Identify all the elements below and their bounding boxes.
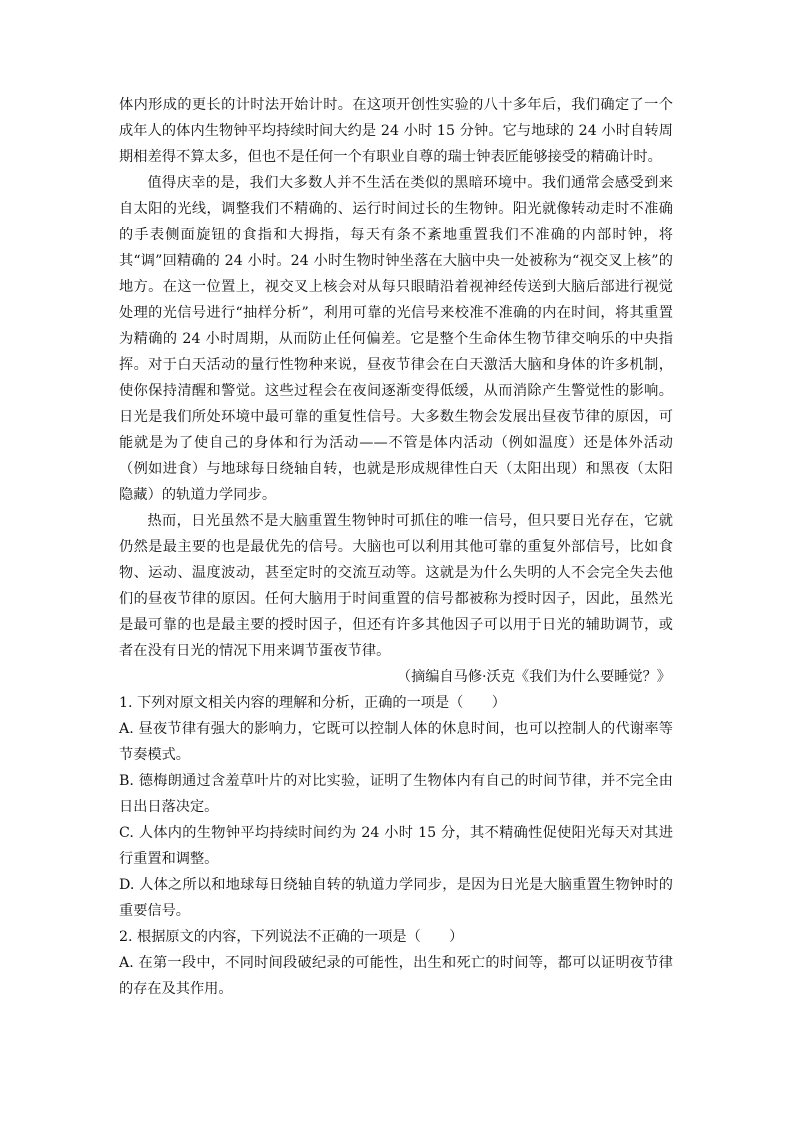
question-2-stem: 2. 根据原文的内容，下列说法不正确的一项是（ ）	[119, 929, 464, 945]
question-1	[119, 690, 673, 924]
article-source: （摘编自马修·沃克《我们为什么要睡觉？》	[396, 669, 671, 685]
article-paragraph-1: 体内形成的更长的计时法开始计时。在这项开创性实验的八十多年后，我们确定了一个成年人的体内生物钟平均持续时间大约是 24 小时 15 分钟。它与地球的 24 小时自转周期相差得不算太多，但也不是任何一个有职业自尊的瑞士钟表匠能够接受的精确计时。	[119, 97, 673, 165]
question-1-option-a: A. 昼夜节律有强大的影响力，它既可以控制人体的休息时间，也可以控制人的代谢率等节奏模式。	[119, 721, 673, 763]
question-2-option-a: A. 在第一段中，不同时间段破纪录的可能性，出生和死亡的时间等，都可以证明夜节律的存在及其作用。	[119, 955, 673, 997]
article-paragraph-3: 热而，日光虽然不是大脑重置生物钟时可抓住的唯一信号，但只要日光存在，它就仍然是最主要的也是最优先的信号。大脑也可以利用其他可靠的重复外部信号，比如食物、运动、温度波动，甚至定时的交流互动等。这就是为什么失明的人不会完全失去他们的昼夜节律的原因。任何大脑用于时间重置的信号都被称为授时因子，因此，虽然光是最可靠的也是最主要的授时因子，但还有许多其他因子可以用于日光的辅助调节，或者在没有日光的情况下用来调节蛋夜节律。	[119, 513, 673, 659]
question-1-option-d: D. 人体之所以和地球每日绕轴自转的轨道力学同步，是因为日光是大脑重置生物钟时的重要信号。	[119, 877, 673, 919]
question-1-stem: 1. 下列对原文相关内容的理解和分析，正确的一项是（ ）	[119, 695, 506, 711]
article-paragraph-2: 值得庆幸的是，我们大多数人并不生活在类似的黑暗环境中。我们通常会感受到来自太阳的光线，调整我们不精确的、运行时间过长的生物钟。阳光就像转动走时不准确的手表侧面旋钮的食指和大拇指，每天有条不紊地重置我们不准确的内部时钟，将其“调”回精确的 24 小时。24 小时生物时钟坐落在大脑中央一处被称为“视交叉上核”的地方。在这一位置上，视交叉上核会对从每只眼睛沿着视神经传送到大脑后部进行视觉处理的光信号进行“抽样分析”，利用可靠的光信号来校准不准确的内在时间，将其重置为精确的 24 小时周期，从而防止任何偏差。它是整个生命体生物节律交响乐的中央指挥。对于白天活动的量行性物种来说，昼夜节律会在白天激活大脑和身体的许多机制，使你保持清醒和警觉。这些过程会在夜间逐渐变得低缓，从而消除产生警觉性的影响。日光是我们所处环境中最可靠的重复性信号。大多数生物会发展出昼夜节律的原因，可能就是为了使自己的身体和行为活动——不管是体内活动（例如温度）还是体外活动（例如进食）与地球每日绕轴自转，也就是形成规律性白天（太阳出现）和黑夜（太阳隐藏）的轨道力学同步。	[119, 175, 673, 503]
question-1-option-c: C. 人体内的生物钟平均持续时间约为 24 小时 15 分，其不精确性促使阳光每天对其进行重置和调整。	[119, 825, 673, 867]
document-page	[119, 92, 673, 1002]
question-1-option-b: B. 德梅朗通过含羞草叶片的对比实验，证明了生物体内有自己的时间节律，并不完全由日出日落决定。	[119, 773, 673, 815]
question-2	[119, 924, 673, 1002]
